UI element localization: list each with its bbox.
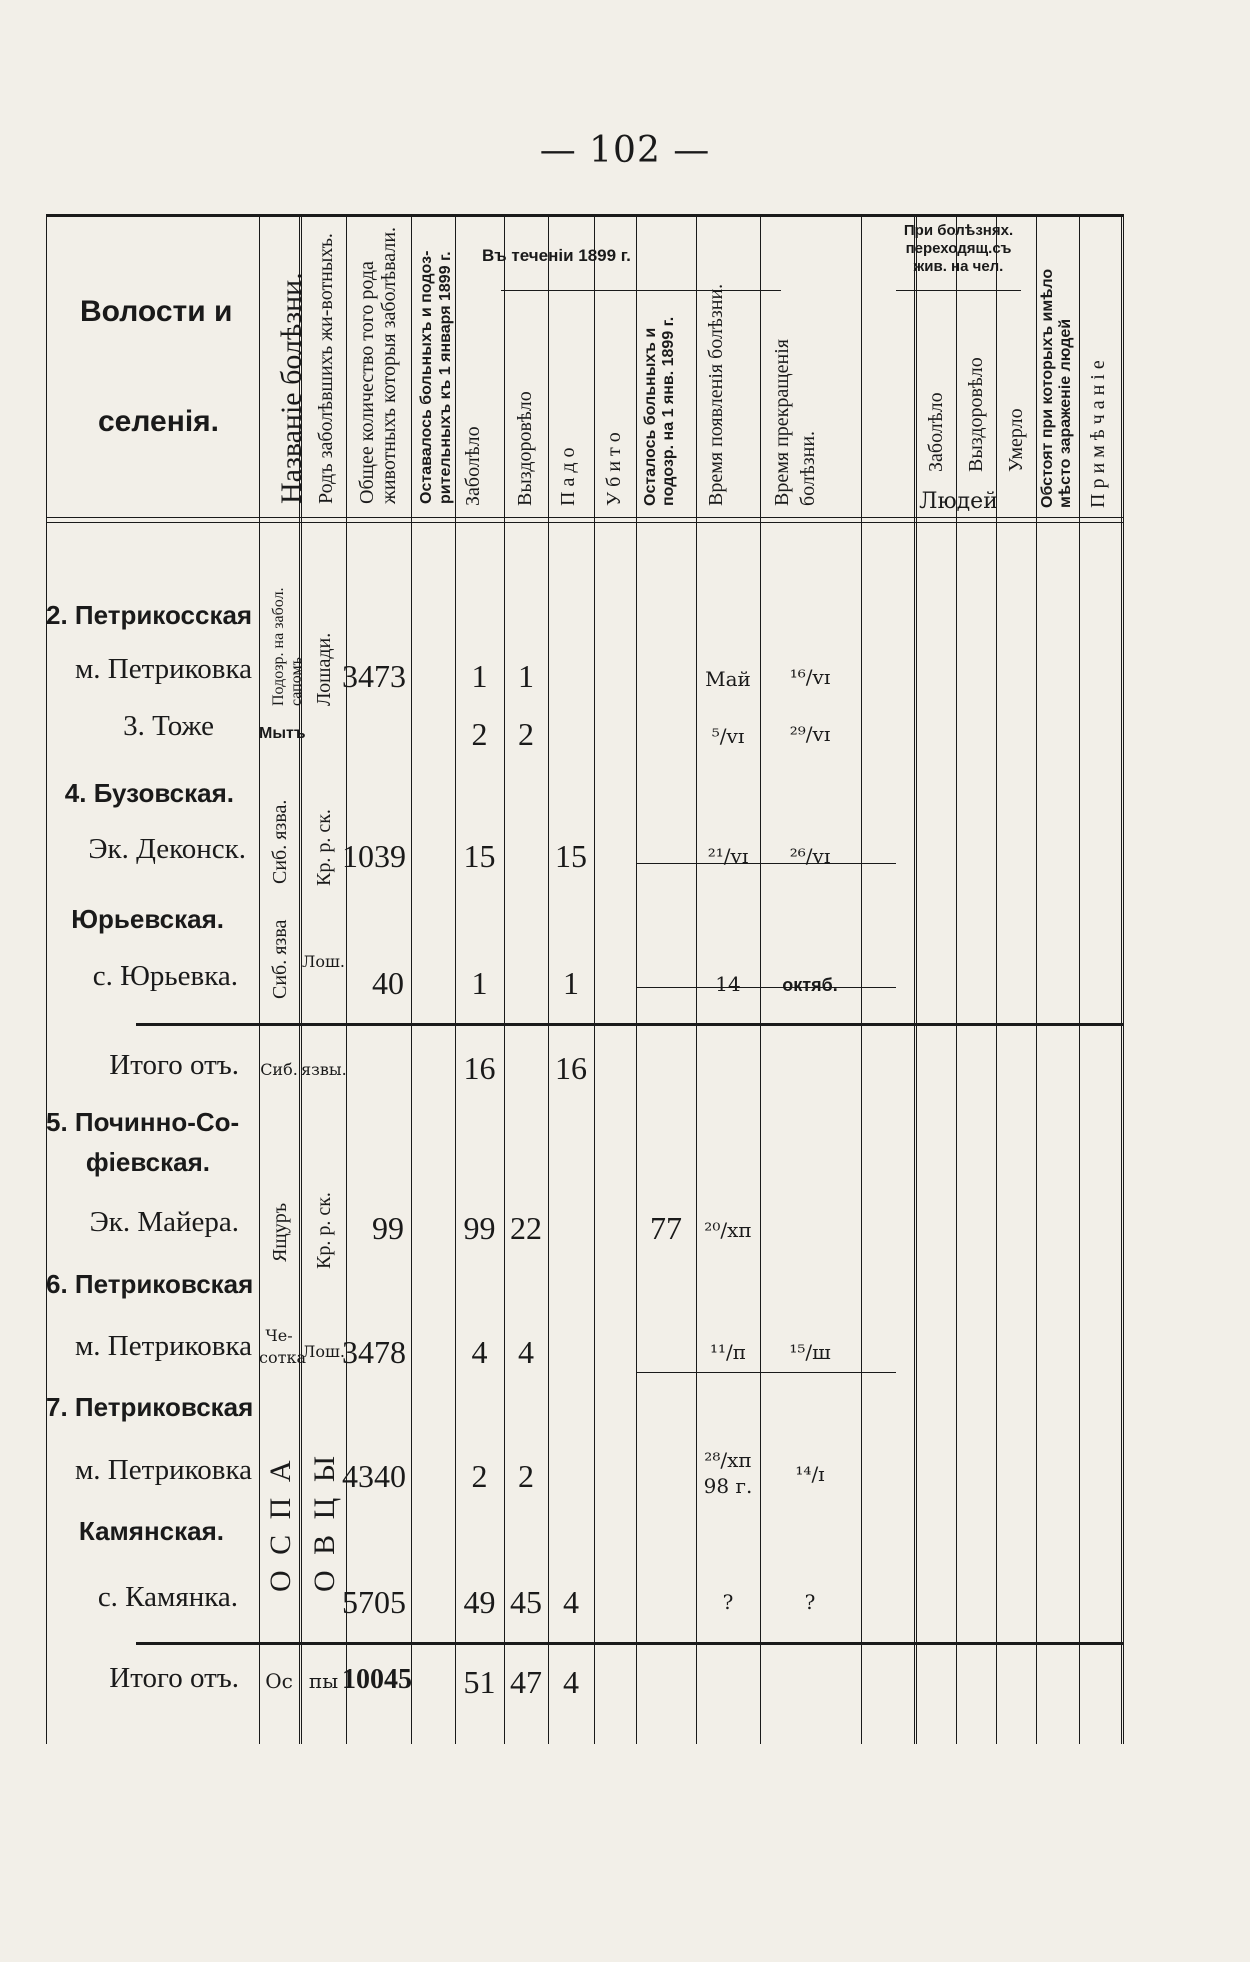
rule bbox=[504, 214, 505, 1744]
header-people-died: Умерло bbox=[1005, 408, 1027, 472]
appearance-date: ²¹/ᴠɪ bbox=[707, 844, 749, 868]
header-rule bbox=[46, 522, 1124, 523]
cessation-date: ²⁹/ᴠɪ bbox=[789, 722, 831, 746]
rule bbox=[1123, 214, 1124, 1744]
section-name: 4. Бузовская. bbox=[64, 778, 234, 808]
total-animal: пы bbox=[308, 1669, 339, 1693]
total-rule bbox=[136, 1023, 1124, 1026]
fell-ill: 99 bbox=[463, 1210, 496, 1246]
page-number: — 102 — bbox=[539, 130, 711, 171]
animal-kind: Кр. р. ск. bbox=[313, 809, 335, 886]
appearance-date: Май bbox=[705, 667, 751, 691]
recovered: 2 bbox=[518, 1458, 534, 1494]
disease-name: Сиб. язва. bbox=[269, 799, 291, 884]
total-animals: 5705 bbox=[342, 1584, 406, 1620]
appearance-date: ¹¹/п bbox=[709, 1340, 747, 1364]
header-rule bbox=[46, 517, 1124, 518]
appearance-date: ⁵/ᴠɪ bbox=[711, 724, 745, 748]
fell-ill: 2 bbox=[471, 716, 488, 752]
rule bbox=[914, 214, 915, 1744]
table-top-rule bbox=[46, 214, 1124, 217]
animal-kind: Лошади. bbox=[313, 632, 335, 706]
header-notes: П р и м ѣ ч а н і е bbox=[1087, 360, 1109, 508]
place-name: м. Петриковка bbox=[74, 1330, 252, 1362]
total-fell-ill: 16 bbox=[463, 1050, 496, 1086]
total-animals: 10045 bbox=[342, 1664, 412, 1695]
disease-name: О С П А bbox=[264, 1456, 297, 1592]
fell-ill: 1 bbox=[471, 965, 488, 1001]
total-animals: 1039 bbox=[342, 838, 406, 874]
total-label: Итого отъ. bbox=[109, 1049, 239, 1081]
rule bbox=[956, 214, 957, 1744]
appearance-date: 98 г. bbox=[703, 1474, 753, 1498]
rule bbox=[916, 214, 917, 1744]
total-disease: Сиб. bbox=[260, 1060, 298, 1079]
header-recovered: Выздоровѣло bbox=[514, 391, 536, 506]
rule bbox=[1079, 214, 1080, 1744]
animal-kind: Лош. bbox=[302, 1342, 345, 1361]
recovered: 1 bbox=[518, 658, 534, 694]
rule bbox=[501, 290, 781, 291]
place-name: с. Камянка. bbox=[97, 1581, 238, 1613]
total-animals: 3473 bbox=[342, 658, 406, 694]
appearance-date: ? bbox=[722, 1590, 734, 1614]
rule bbox=[594, 214, 595, 1744]
cessation-date: ²⁶/ᴠɪ bbox=[789, 844, 831, 868]
section-name: 5. Починно-Со- bbox=[46, 1107, 240, 1137]
disease-name: Сиб. язва bbox=[269, 919, 291, 999]
cessation-date: ¹⁵/ш bbox=[789, 1340, 831, 1364]
disease-name: Ящуръ bbox=[269, 1202, 291, 1262]
total-animals: 40 bbox=[372, 965, 404, 1001]
place-name: Эк. Деконск. bbox=[88, 833, 246, 865]
recovered: 2 bbox=[518, 716, 534, 752]
section-name: 2. Петрикосская bbox=[46, 600, 253, 630]
row-rule bbox=[636, 1372, 896, 1373]
header-people: Людей bbox=[919, 489, 998, 514]
header-people-recovered: Выздоровѣло bbox=[965, 357, 987, 472]
header-transmit: При болѣзнях. переходящ.съ жив. на чел. bbox=[903, 222, 1014, 275]
header-fell-ill: Заболѣло bbox=[462, 426, 484, 506]
total-died: 4 bbox=[563, 1664, 579, 1700]
rule bbox=[1121, 214, 1122, 1744]
header-disease: Названіе болѣзни. bbox=[275, 272, 308, 504]
died: 4 bbox=[563, 1584, 579, 1620]
fell-ill: 4 bbox=[471, 1334, 488, 1370]
disease-name: Че- bbox=[265, 1326, 293, 1345]
place-name: м. Петриковка bbox=[74, 653, 252, 685]
total-fell-ill: 51 bbox=[463, 1664, 496, 1700]
header-people-fell-ill: Заболѣло bbox=[925, 392, 947, 472]
fell-ill: 2 bbox=[471, 1458, 488, 1494]
appearance-date: ²⁰/хп bbox=[704, 1218, 752, 1242]
header-cessation: Время прекращенія болѣзни. bbox=[771, 339, 819, 506]
section-name: фіевская. bbox=[85, 1147, 210, 1177]
fell-ill: 15 bbox=[463, 838, 496, 874]
recovered: 45 bbox=[510, 1584, 542, 1620]
fell-ill: 1 bbox=[471, 658, 488, 694]
epizootic-table bbox=[46, 214, 1124, 1744]
rule bbox=[259, 214, 260, 1744]
header-during-year: Въ теченіи 1899 г. bbox=[482, 246, 631, 265]
total-recovered: 47 bbox=[510, 1664, 542, 1700]
header-circumstances: Обстоят при которыхъ имѣло мѣсто зараженіе людей bbox=[1039, 268, 1074, 508]
total-animals: 4340 bbox=[342, 1458, 406, 1494]
disease-name: сотка bbox=[259, 1348, 306, 1367]
header-died: П а д о bbox=[557, 447, 579, 506]
place-name: 3. Тоже bbox=[123, 710, 214, 742]
appearance-date: ²⁸/хп bbox=[704, 1448, 752, 1472]
header-appearance: Время появленія болѣзни. bbox=[705, 283, 727, 506]
header-killed: У б и т о bbox=[603, 432, 625, 506]
total-animals: 3478 bbox=[342, 1334, 406, 1370]
rule bbox=[861, 214, 862, 1744]
cessation-date: ¹⁴/ɪ bbox=[795, 1462, 825, 1486]
disease-name: Подозр. на забол. сапомъ bbox=[270, 587, 305, 706]
total-animal: язвы. bbox=[301, 1060, 347, 1079]
rule bbox=[996, 214, 997, 1744]
recovered: 4 bbox=[518, 1334, 534, 1370]
header-remained-start: Оставалось больныхъ и подоз-рительныхъ къ 1 января 1899 г. bbox=[418, 250, 454, 504]
recovered: 22 bbox=[510, 1210, 542, 1246]
rule bbox=[411, 214, 412, 1744]
header-remained-end: Осталось больныхъ и подозр. на 1 янв. 1899 г. bbox=[642, 316, 677, 506]
cessation-date: ? bbox=[804, 1590, 816, 1614]
rule bbox=[896, 290, 1021, 291]
section-name: 6. Петриковская bbox=[46, 1269, 254, 1299]
appearance-date: 14 bbox=[715, 972, 741, 996]
rule bbox=[636, 214, 637, 1744]
died: 1 bbox=[563, 965, 579, 1001]
cessation-date: октяб. bbox=[782, 975, 838, 995]
header-animal-kind: Родъ заболѣвшихъ жи-вотныхъ. bbox=[315, 233, 337, 504]
disease-name: Мытъ bbox=[259, 725, 306, 742]
header-volost-line1: Волости и bbox=[80, 295, 233, 328]
fell-ill: 49 bbox=[463, 1584, 496, 1620]
total-animals: 99 bbox=[372, 1210, 404, 1246]
died: 15 bbox=[555, 838, 587, 874]
section-name: Юрьевская. bbox=[71, 904, 224, 934]
total-died: 16 bbox=[555, 1050, 587, 1086]
total-label: Итого отъ. bbox=[109, 1662, 239, 1694]
total-rule bbox=[136, 1642, 1124, 1645]
section-name: Камянская. bbox=[78, 1516, 224, 1546]
cessation-date: ¹⁶/ᴠɪ bbox=[789, 665, 831, 689]
header-total-animals: Общее количество того рода животныхъ которыя заболѣвали. bbox=[356, 226, 400, 504]
place-name: Эк. Майера. bbox=[89, 1206, 239, 1238]
animal-kind: О В Ц Ы bbox=[308, 1451, 341, 1592]
animal-kind: Кр. р. ск. bbox=[313, 1192, 335, 1269]
remained-end: 77 bbox=[650, 1210, 682, 1246]
place-name: с. Юрьевка. bbox=[92, 960, 238, 992]
total-disease: Ос bbox=[265, 1669, 293, 1693]
header-volost-line2: селенія. bbox=[98, 405, 220, 438]
place-name: м. Петриковка bbox=[74, 1454, 252, 1486]
section-name: 7. Петриковская bbox=[46, 1392, 254, 1422]
rule bbox=[1036, 214, 1037, 1744]
animal-kind: Лош. bbox=[302, 952, 345, 971]
